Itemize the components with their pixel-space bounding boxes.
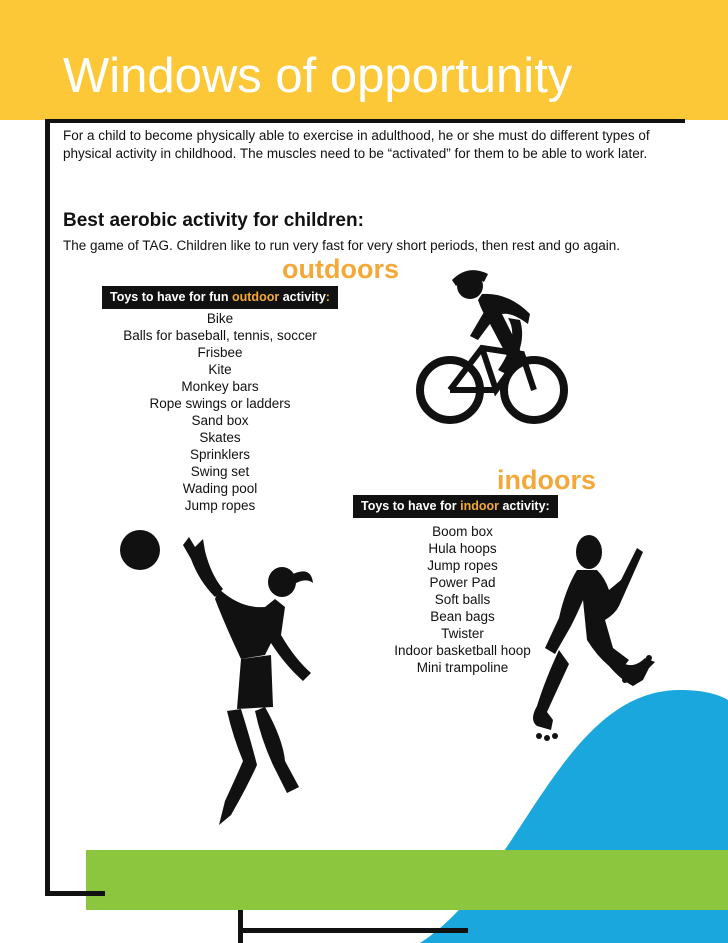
outdoor-label-colon: :	[325, 290, 330, 304]
indoors-heading: indoors	[497, 465, 596, 495]
tag-paragraph: The game of TAG. Children like to run very fast for very short periods, then rest and go again.	[63, 238, 621, 253]
frame-line-top	[45, 119, 685, 123]
indoor-label-suffix: activity:	[498, 499, 550, 513]
list-item: Balls for baseball, tennis, soccer	[123, 328, 317, 343]
list-item: Soft balls	[434, 592, 491, 607]
list-item: Jump ropes	[427, 558, 498, 573]
skater-icon	[525, 530, 665, 750]
list-item: Sand box	[191, 413, 249, 428]
list-item: Boom box	[432, 524, 493, 539]
list-item: Jump ropes	[184, 498, 256, 513]
section-heading: Best aerobic activity for children:	[63, 210, 364, 231]
volleyball-player-icon	[115, 525, 335, 835]
frame-line-bottom-horizontal	[238, 928, 468, 933]
list-item: Bike	[206, 311, 234, 326]
list-item: Mini trampoline	[416, 660, 509, 675]
list-item: Wading pool	[182, 481, 258, 496]
frame-line-bottom-vertical	[238, 910, 243, 943]
list-item: Bean bags	[430, 609, 495, 624]
list-item: Hula hoops	[428, 541, 497, 556]
outdoor-toys-label	[102, 286, 338, 309]
list-item: Twister	[441, 626, 484, 641]
list-item: Indoor basketball hoop	[394, 643, 531, 658]
outdoor-label-highlight: outdoor	[232, 290, 280, 304]
green-footer-bar	[86, 850, 728, 910]
intro-paragraph: For a child to become physically able to exercise in adulthood, he or she must do different types of physical activity in childhood. The muscles need to be “activated” for them to be able to work later.	[63, 128, 650, 161]
list-item: Sprinklers	[189, 447, 251, 462]
frame-line-bottom	[45, 891, 105, 896]
list-item: Skates	[199, 430, 241, 445]
list-item: Frisbee	[197, 345, 243, 360]
list-item: Power Pad	[429, 575, 496, 590]
list-item: Rope swings or ladders	[149, 396, 291, 411]
indoor-label-prefix: Toys to have for	[361, 499, 461, 513]
outdoors-heading: outdoors	[282, 254, 399, 284]
outdoor-toys-list	[100, 310, 340, 514]
list-item: Swing set	[190, 464, 250, 479]
page-title: Windows of opportunity	[63, 49, 573, 103]
frame-line-left	[45, 120, 50, 895]
indoor-label-highlight: indoor	[460, 499, 499, 513]
outdoor-label-suffix: activity	[279, 290, 326, 304]
cyclist-icon	[412, 262, 572, 442]
outdoor-label-prefix: Toys to have for fun	[110, 290, 232, 304]
list-item: Kite	[208, 362, 232, 377]
indoor-toys-list	[380, 523, 545, 676]
indoor-toys-label	[353, 495, 558, 518]
list-item: Monkey bars	[181, 379, 259, 394]
